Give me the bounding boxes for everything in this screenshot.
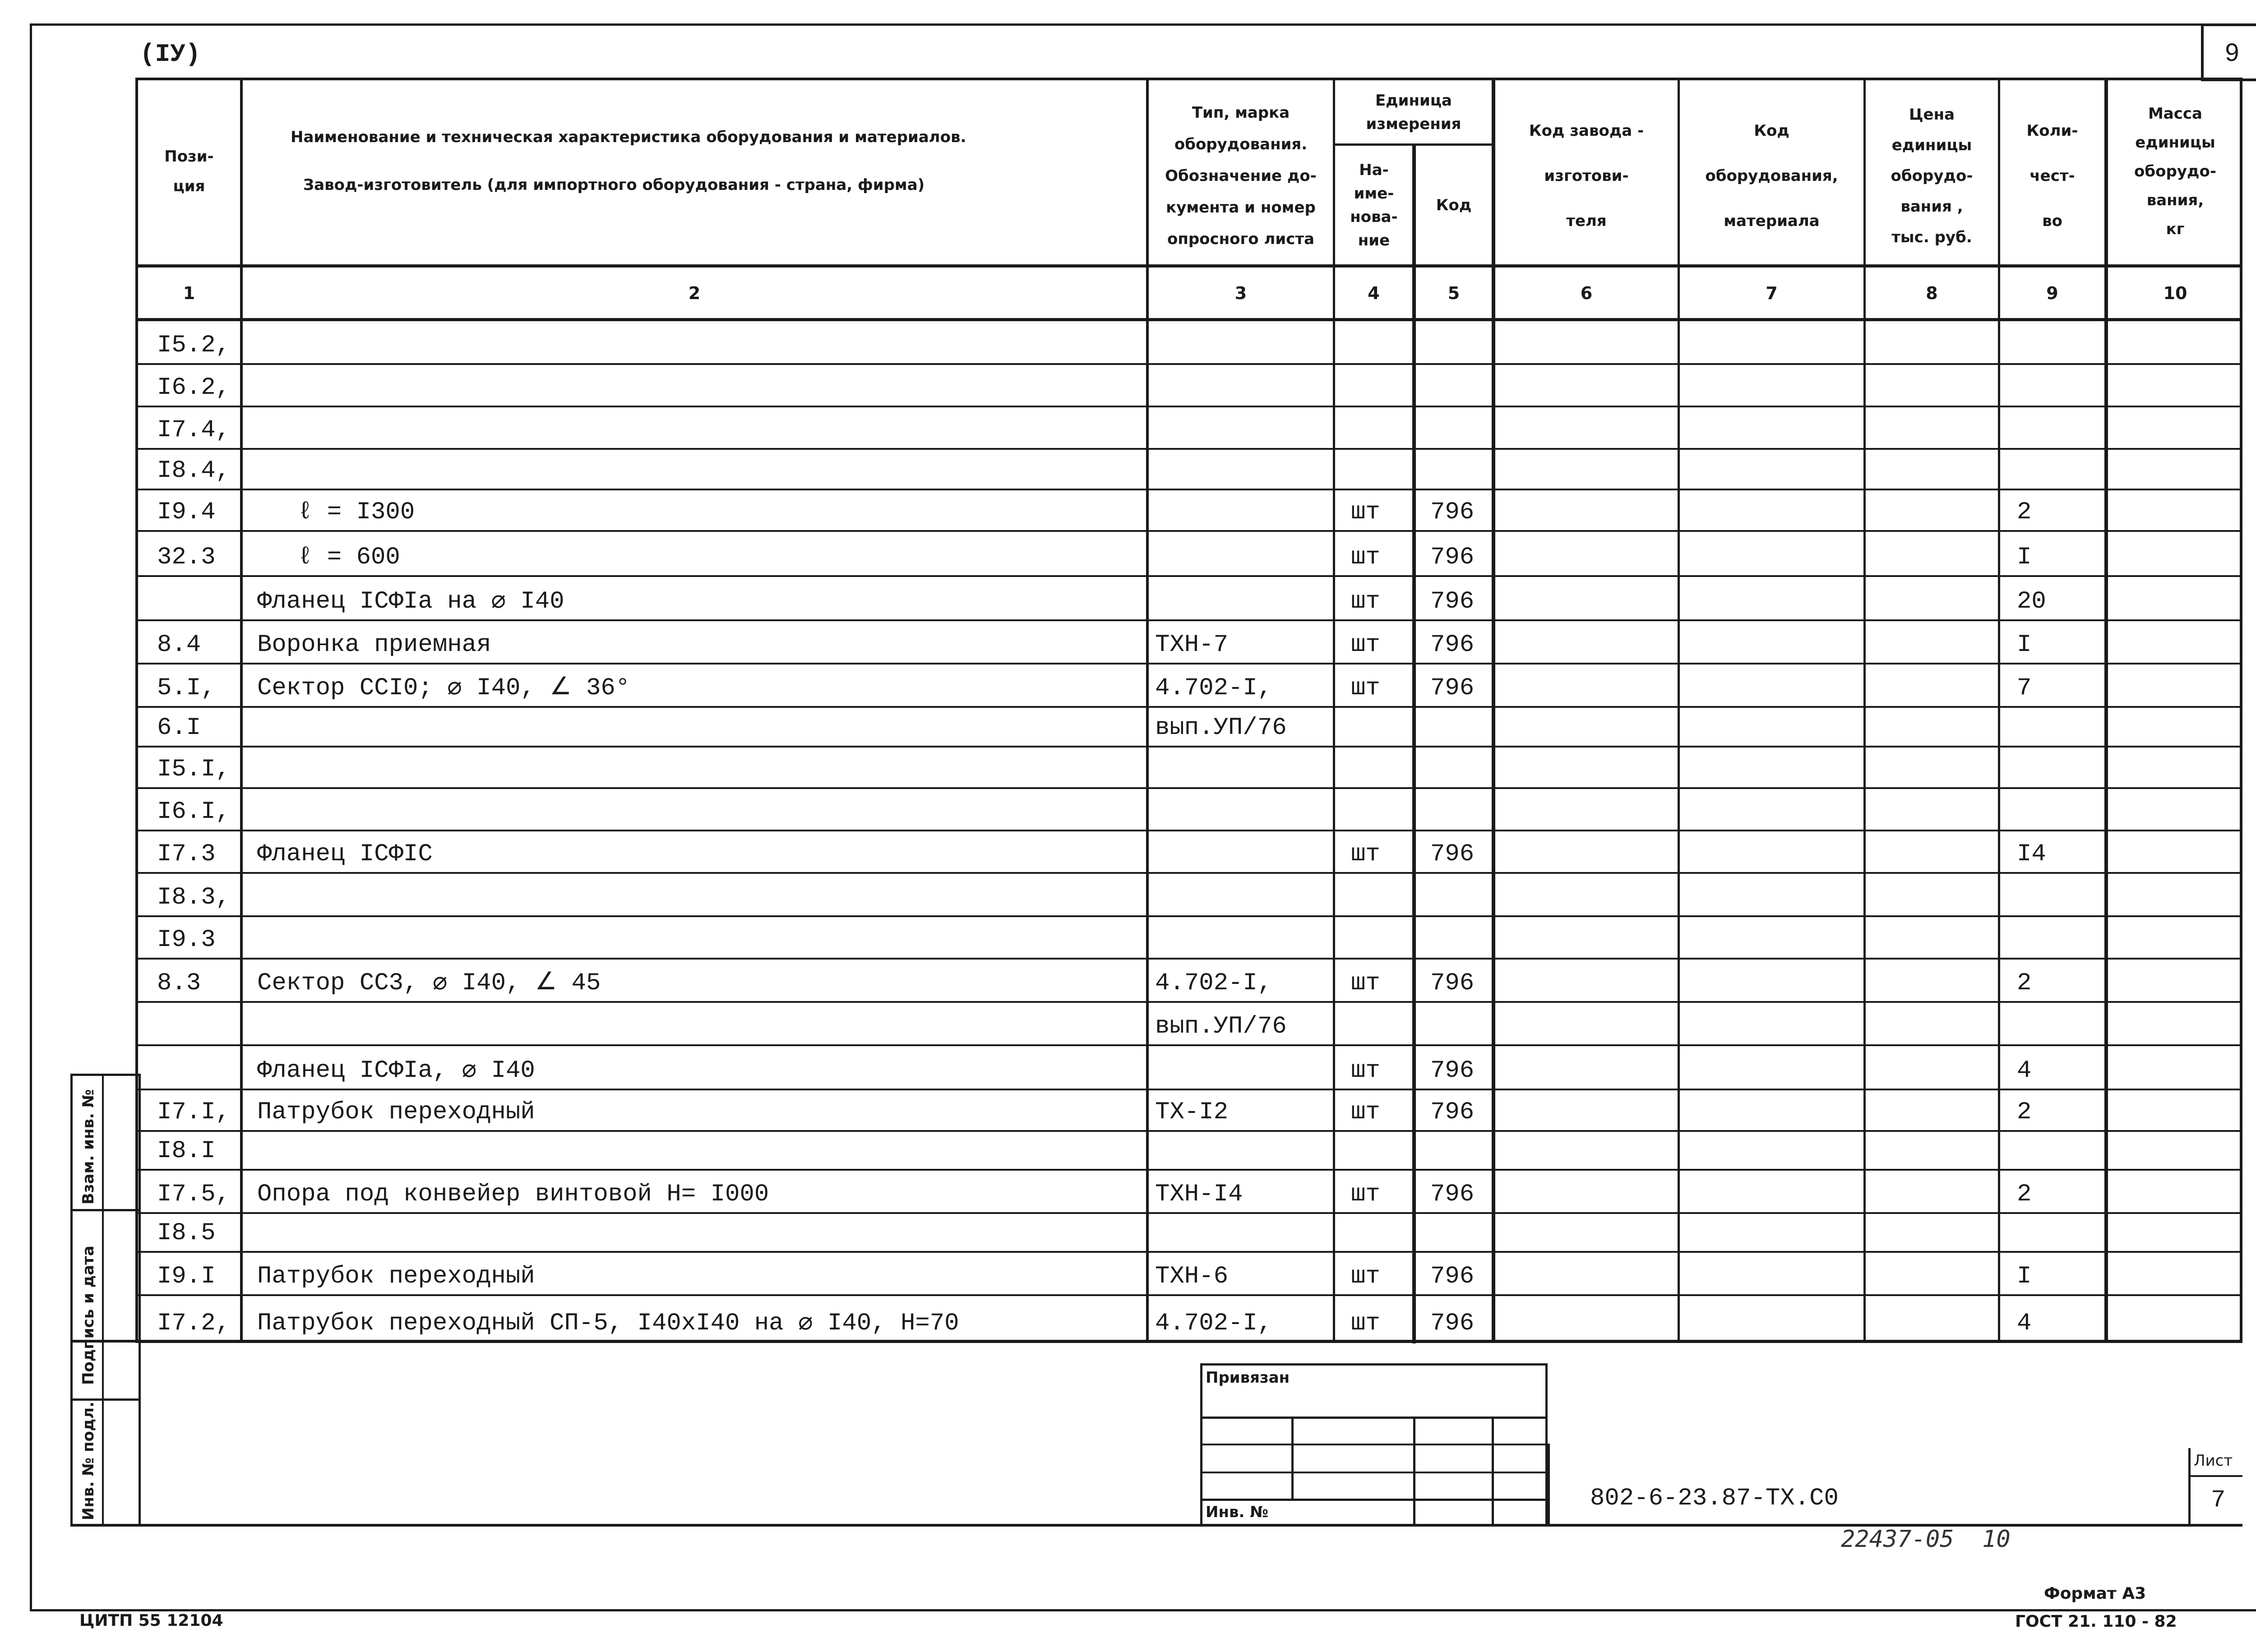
header-unit-name: На- име- нова- ние	[1350, 161, 1398, 249]
row-unit: шт	[1351, 498, 1380, 526]
row-unit: шт	[1351, 1310, 1380, 1337]
row-position: 6.I	[157, 714, 201, 742]
row-name: Патрубок переходный	[257, 1263, 535, 1290]
row-divider	[135, 958, 2242, 960]
colnum-6: 6	[1580, 283, 1593, 303]
row-divider	[135, 787, 2242, 789]
row-quantity: 2	[2017, 498, 2032, 526]
handwritten-number: 22437-05 10	[1841, 1526, 2011, 1553]
row-code: 796	[1430, 1181, 1475, 1208]
colnum-8: 8	[1926, 283, 1938, 303]
row-name: Сектор СС3, ⌀ I40, ∠ 45	[257, 969, 601, 997]
attached-label: Привязан	[1206, 1369, 1290, 1387]
colnum-5: 5	[1447, 283, 1460, 303]
row-name: Сектор ССI0; ⌀ I40, ∠ 36°	[257, 674, 630, 702]
row-unit: шт	[1351, 544, 1380, 571]
attached-line-4	[1200, 1499, 1548, 1501]
row-name: ℓ = 600	[298, 544, 400, 571]
row-divider	[135, 663, 2242, 664]
attached-vline-2	[1413, 1417, 1415, 1527]
header-unit-code: Код	[1436, 196, 1472, 214]
row-type: ТХН-I4	[1155, 1181, 1243, 1208]
row-position: I8.I	[157, 1137, 216, 1165]
header-name-line2: Завод-изготовитель (для импортного оборудования - страна, фирма)	[303, 176, 925, 194]
row-name: Фланец ICФIa на ⌀ I40	[257, 588, 564, 615]
row-type: вып.УП/76	[1155, 714, 1287, 742]
row-position: I6.I,	[157, 798, 231, 826]
sheet-number: 7	[2211, 1486, 2226, 1514]
col-line-9	[2104, 78, 2108, 1343]
row-type: ТХН-6	[1155, 1263, 1229, 1290]
page-number: 9	[2225, 38, 2239, 66]
row-divider	[135, 1001, 2242, 1003]
row-divider	[135, 489, 2242, 490]
row-position: I7.3	[157, 840, 216, 868]
row-divider	[135, 1044, 2242, 1046]
row-divider	[135, 1212, 2242, 1214]
row-code: 796	[1430, 674, 1475, 702]
row-divider	[135, 830, 2242, 831]
header-plant-code: Код завода - изготови- теля	[1529, 122, 1644, 230]
row-divider	[135, 915, 2242, 917]
row-code: 796	[1430, 969, 1475, 997]
attached-line-3	[1200, 1472, 1548, 1473]
row-unit: шт	[1351, 969, 1380, 997]
row-quantity: 4	[2017, 1310, 2032, 1337]
row-position: I7.2,	[157, 1310, 231, 1337]
row-position: 8.4	[157, 631, 201, 659]
row-code: 796	[1430, 498, 1475, 526]
row-position: I5.I,	[157, 756, 231, 783]
inv-label: Инв. №	[1206, 1503, 1269, 1521]
colnum-1: 1	[183, 283, 195, 303]
row-code: 796	[1430, 1057, 1475, 1084]
row-divider	[135, 746, 2242, 748]
row-code: 796	[1430, 1263, 1475, 1290]
row-unit: шт	[1351, 674, 1380, 702]
colnum-7: 7	[1766, 283, 1778, 303]
row-name: Патрубок переходный СП-5, I40хI40 на ⌀ I40, Н=70	[257, 1310, 959, 1337]
sheet-vline	[2188, 1448, 2191, 1527]
row-code: 796	[1430, 544, 1475, 571]
col-line-4	[1412, 143, 1416, 1343]
row-code: 796	[1430, 1310, 1475, 1337]
colnum-2: 2	[688, 283, 701, 303]
header-equipment-code: Код оборудования, материала	[1705, 122, 1838, 230]
row-name: ℓ = I300	[298, 498, 415, 526]
row-quantity: 20	[2017, 588, 2046, 615]
row-position: 5.I,	[157, 674, 216, 702]
row-position: I8.3,	[157, 884, 231, 911]
header-position: Пози- ция	[164, 148, 214, 195]
row-quantity: 2	[2017, 969, 2032, 997]
attached-vline-3	[1492, 1417, 1494, 1527]
row-position: I9.3	[157, 926, 216, 954]
row-name: Опора под конвейер винтовой Н= I000	[257, 1181, 769, 1208]
colnum-10: 10	[2163, 283, 2187, 303]
row-code: 796	[1430, 1098, 1475, 1126]
row-divider	[135, 530, 2242, 532]
corner-label: (IУ)	[140, 40, 201, 69]
header-price: Цена единицы оборудо- вания , тыс. руб.	[1891, 106, 1973, 246]
doc-code-vline	[1548, 1444, 1550, 1527]
header-type: Тип, марка оборудования. Обозначение до- кумента и номер опросного листа	[1165, 104, 1317, 248]
row-divider	[135, 406, 2242, 407]
side-strip-hline-2	[70, 1398, 141, 1401]
row-quantity: I	[2017, 631, 2032, 659]
row-unit: шт	[1351, 1057, 1380, 1084]
row-type: ТХН-7	[1155, 631, 1229, 659]
row-position: I9.4	[157, 498, 216, 526]
attached-line-1	[1200, 1417, 1548, 1419]
row-divider	[135, 448, 2242, 450]
side-strip-vline	[102, 1074, 104, 1527]
row-position: I8.5	[157, 1219, 216, 1247]
row-quantity: 7	[2017, 674, 2032, 702]
row-unit: шт	[1351, 631, 1380, 659]
row-name: Патрубок переходный	[257, 1098, 535, 1126]
row-type: 4.702-I,	[1155, 969, 1272, 997]
row-code: 796	[1430, 631, 1475, 659]
row-quantity: I	[2017, 1263, 2032, 1290]
footer-gost: ГОСТ 21. 110 - 82	[2015, 1612, 2177, 1631]
row-code: 796	[1430, 840, 1475, 868]
colnum-3: 3	[1234, 283, 1247, 303]
row-divider	[135, 575, 2242, 577]
attached-vline-1	[1291, 1417, 1294, 1499]
row-unit: шт	[1351, 1263, 1380, 1290]
row-name: Фланец ICФIa, ⌀ I40	[257, 1057, 535, 1084]
row-type: 4.702-I,	[1155, 1310, 1272, 1337]
row-divider	[135, 872, 2242, 874]
row-type: ТХ-I2	[1155, 1098, 1229, 1126]
side-strip-hline-1	[70, 1209, 141, 1211]
row-code: 796	[1430, 588, 1475, 615]
header-mass: Масса единицы оборудо- вания, кг	[2134, 105, 2216, 238]
row-quantity: 2	[2017, 1181, 2032, 1208]
document-code: 802-6-23.87-ТХ.С0	[1590, 1485, 1839, 1512]
row-quantity: I	[2017, 544, 2032, 571]
row-position: I5.2,	[157, 332, 231, 359]
row-unit: шт	[1351, 840, 1380, 868]
row-divider	[135, 619, 2242, 621]
footer-left: ЦИТП 55 12104	[79, 1611, 223, 1630]
row-divider	[135, 1251, 2242, 1253]
header-name-line1: Наименование и техническая характеристика оборудования и материалов.	[291, 128, 966, 146]
header-quantity: Коли- чест- во	[2026, 122, 2078, 230]
row-quantity: 2	[2017, 1098, 2032, 1126]
row-type: 4.702-I,	[1155, 674, 1272, 702]
colnum-4: 4	[1368, 283, 1380, 303]
sheet-hline	[2188, 1475, 2242, 1477]
sheet-label: Лист	[2194, 1452, 2233, 1470]
footer-format: Формат А3	[2044, 1584, 2146, 1603]
row-position: I7.4,	[157, 416, 231, 444]
row-position: 8.3	[157, 969, 201, 997]
row-position: I9.I	[157, 1263, 216, 1290]
row-divider	[135, 1130, 2242, 1132]
row-name: Фланец ICФIC	[257, 840, 433, 868]
side-label-inv-original: Инв. № подл.	[79, 1401, 97, 1520]
row-unit: шт	[1351, 588, 1380, 615]
row-position: 32.3	[157, 544, 216, 571]
row-position: I6.2,	[157, 374, 231, 401]
row-position: I8.4,	[157, 457, 231, 485]
colnum-9: 9	[2046, 283, 2058, 303]
row-divider	[135, 706, 2242, 708]
row-name: Воронка приемная	[257, 631, 491, 659]
side-label-replaced-inv: Взам. инв. №	[79, 1089, 97, 1204]
row-divider	[135, 1169, 2242, 1171]
row-quantity: I4	[2017, 840, 2046, 868]
row-divider	[135, 1294, 2242, 1296]
row-position: I7.I,	[157, 1098, 231, 1126]
row-divider	[135, 1089, 2242, 1090]
attached-line-2	[1200, 1444, 1548, 1445]
row-type: вып.УП/76	[1155, 1013, 1287, 1040]
row-quantity: 4	[2017, 1057, 2032, 1084]
header-unit-group: Единица измерения	[1366, 92, 1461, 133]
row-divider	[135, 363, 2242, 365]
row-unit: шт	[1351, 1098, 1380, 1126]
row-position: I7.5,	[157, 1181, 231, 1208]
stamp-top-line	[70, 1340, 2242, 1343]
side-label-signature-date: Подпись и дата	[79, 1246, 97, 1385]
row-unit: шт	[1351, 1181, 1380, 1208]
col-line-5	[1492, 78, 1495, 1343]
